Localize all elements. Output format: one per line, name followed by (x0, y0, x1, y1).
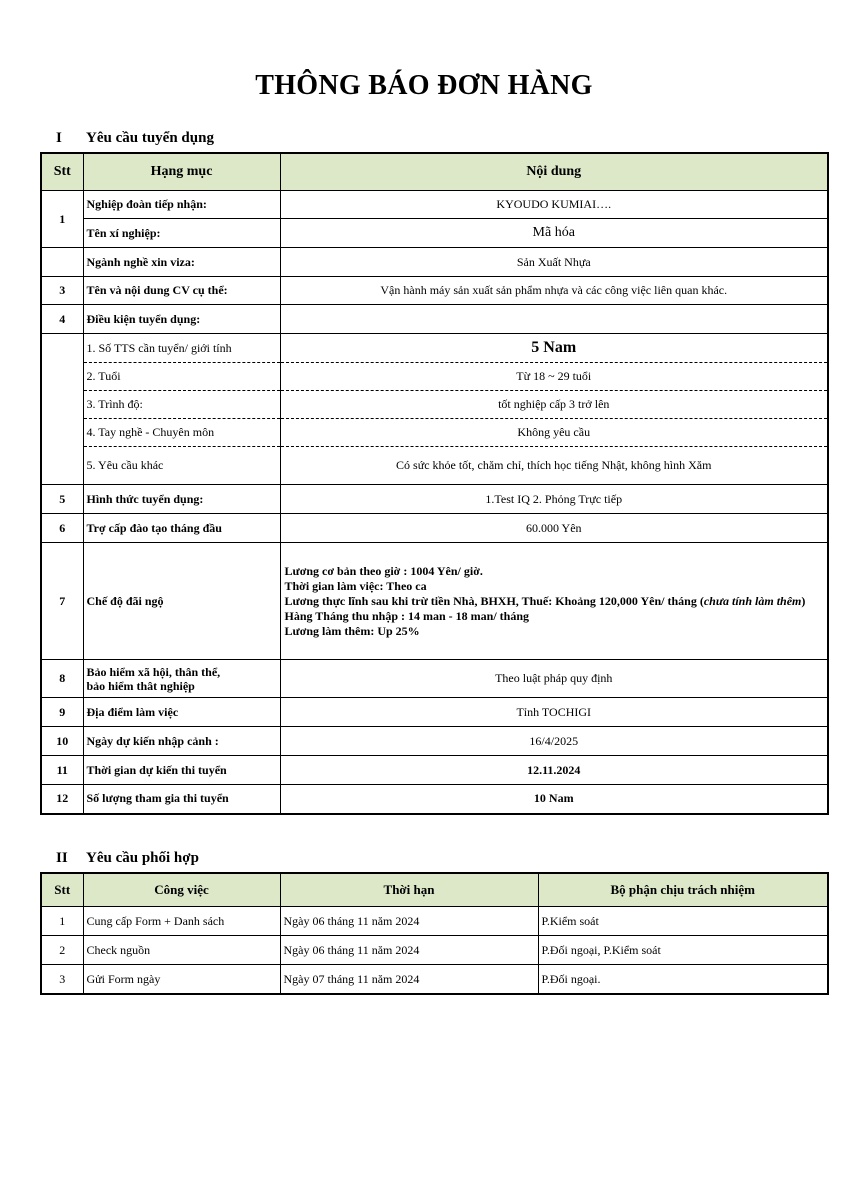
row-value: Theo luật pháp quy định (280, 660, 828, 698)
row-stt: 1 (41, 191, 83, 248)
salary-line: Lương làm thêm: Up 25% (284, 623, 420, 638)
header-item: Hạng mục (83, 153, 280, 191)
table-row (41, 660, 828, 698)
table-row (41, 248, 828, 277)
salary-net-text: Lương thực lĩnh sau khi trừ tiền Nhà, BHXH, Thuế: Khoảng 120,000 Yên/ tháng ( (284, 593, 704, 608)
salary-line: Hàng Tháng thu nhập : 14 man - 18 man/ tháng (284, 608, 530, 623)
header-department: Bộ phận chịu trách nhiệm (538, 873, 828, 907)
recruitment-table (40, 152, 829, 815)
table-row (41, 191, 828, 219)
header-deadline: Thời hạn (280, 873, 538, 907)
table-row (41, 543, 828, 660)
coordination-table (40, 872, 829, 995)
row-stt: 3 (41, 277, 83, 305)
row-task: Gửi Form ngày (83, 965, 280, 995)
row-deadline: Ngày 07 tháng 11 năm 2024 (280, 965, 538, 995)
row-label: Ngành nghề xin viza: (83, 248, 280, 277)
table-row (41, 907, 828, 936)
table-row (41, 391, 828, 419)
row-label: Ngày dự kiến nhập cảnh : (83, 727, 280, 756)
row-label: Địa điểm làm việc (83, 698, 280, 727)
salary-line: Thời gian làm việc: Theo ca (284, 578, 427, 593)
header-task: Công việc (83, 873, 280, 907)
table-row (41, 514, 828, 543)
row-stt: 9 (41, 698, 83, 727)
row-stt: 8 (41, 660, 83, 698)
row-stt: 1 (41, 907, 83, 936)
row-stt: 7 (41, 543, 83, 660)
row-value: Mã hóa (280, 219, 828, 248)
salary-details (280, 543, 828, 660)
row-label: 1. Số TTS cần tuyển/ giới tính (83, 334, 280, 363)
section-2-heading (56, 850, 199, 867)
row-stt (41, 248, 83, 277)
section-1-number: I (56, 130, 62, 146)
row-value: Có sức khỏe tốt, chăm chỉ, thích học tiếng Nhật, không hình Xăm (280, 447, 828, 485)
row-value (280, 305, 828, 334)
row-department: P.Đối ngoại, P.Kiểm soát (538, 936, 828, 965)
row-label: Số lượng tham gia thi tuyển (83, 785, 280, 814)
row-label: Điều kiện tuyển dụng: (83, 305, 280, 334)
row-label: Tên và nội dung CV cụ thể: (83, 277, 280, 305)
table-row (41, 334, 828, 363)
row-label: 5. Yêu cầu khác (83, 447, 280, 485)
row-value: Sản Xuất Nhựa (280, 248, 828, 277)
table-row (41, 785, 828, 814)
section-2-number: II (56, 850, 68, 866)
page-title: THÔNG BÁO ĐƠN HÀNG (255, 70, 593, 101)
row-value: Vận hành máy sản xuất sản phẩm nhựa và các công việc liên quan khác. (280, 277, 828, 305)
row-label: 2. Tuổi (83, 363, 280, 391)
row-value: tốt nghiệp cấp 3 trở lên (280, 391, 828, 419)
row-label: Trợ cấp đào tạo tháng đầu (83, 514, 280, 543)
row-stt: 5 (41, 485, 83, 514)
row-label: 3. Trình độ: (83, 391, 280, 419)
row-value: 16/4/2025 (280, 727, 828, 756)
row-value: 12.11.2024 (280, 756, 828, 785)
salary-net-close: ) (801, 593, 806, 608)
table-header-row (41, 153, 828, 191)
salary-line: Lương cơ bản theo giờ : 1004 Yên/ giờ. (284, 563, 483, 578)
row-department: P.Đối ngoại. (538, 965, 828, 995)
header-stt: Stt (41, 873, 83, 907)
row-stt (41, 447, 83, 485)
row-deadline: Ngày 06 tháng 11 năm 2024 (280, 936, 538, 965)
table-row (41, 363, 828, 391)
row-label: Hình thức tuyển dụng: (83, 485, 280, 514)
row-stt (41, 334, 83, 363)
row-stt: 10 (41, 727, 83, 756)
table-row (41, 727, 828, 756)
salary-net-note: chưa tính làm thêm (703, 593, 802, 608)
row-value: Từ 18 ~ 29 tuổi (280, 363, 828, 391)
row-value: 60.000 Yên (280, 514, 828, 543)
row-label: Tên xí nghiệp: (83, 219, 280, 248)
table-row (41, 965, 828, 995)
row-label: 4. Tay nghề - Chuyên môn (83, 419, 280, 447)
table-row (41, 485, 828, 514)
row-value: Không yêu cầu (280, 419, 828, 447)
table-row (41, 447, 828, 485)
row-value: 5 Nam (280, 334, 828, 363)
table-row (41, 305, 828, 334)
section-1-title: Yêu cầu tuyển dụng (86, 130, 214, 146)
row-stt: 12 (41, 785, 83, 814)
row-stt: 2 (41, 936, 83, 965)
row-value: KYOUDO KUMIAI…. (280, 191, 828, 219)
row-value: 10 Nam (280, 785, 828, 814)
table-header-row (41, 873, 828, 907)
salary-line (285, 594, 824, 609)
row-stt (41, 419, 83, 447)
row-stt: 11 (41, 756, 83, 785)
row-task: Cung cấp Form + Danh sách (83, 907, 280, 936)
row-value: 1.Test IQ 2. Phỏng Trực tiếp (280, 485, 828, 514)
row-department: P.Kiểm soát (538, 907, 828, 936)
row-stt (41, 363, 83, 391)
row-label-line: Bảo hiểm xã hội, thân thể, (86, 664, 221, 679)
row-stt: 6 (41, 514, 83, 543)
row-label (83, 660, 280, 698)
row-stt: 3 (41, 965, 83, 995)
row-label: Nghiệp đoàn tiếp nhận: (83, 191, 280, 219)
header-stt: Stt (41, 153, 83, 191)
row-label: Chế độ đãi ngộ (83, 543, 280, 660)
table-row (41, 698, 828, 727)
row-task: Check nguồn (83, 936, 280, 965)
header-content: Nội dung (280, 153, 828, 191)
row-stt (41, 391, 83, 419)
row-deadline: Ngày 06 tháng 11 năm 2024 (280, 907, 538, 936)
row-label-line: bảo hiểm thât nghiệp (86, 678, 195, 693)
table-row (41, 756, 828, 785)
section-2-title: Yêu cầu phối hợp (86, 850, 199, 866)
row-label: Thời gian dự kiến thi tuyển (83, 756, 280, 785)
table-row (41, 419, 828, 447)
table-row (41, 277, 828, 305)
section-1-heading (56, 130, 214, 147)
row-stt: 4 (41, 305, 83, 334)
row-value: Tỉnh TOCHIGI (280, 698, 828, 727)
table-row (41, 219, 828, 248)
table-row (41, 936, 828, 965)
